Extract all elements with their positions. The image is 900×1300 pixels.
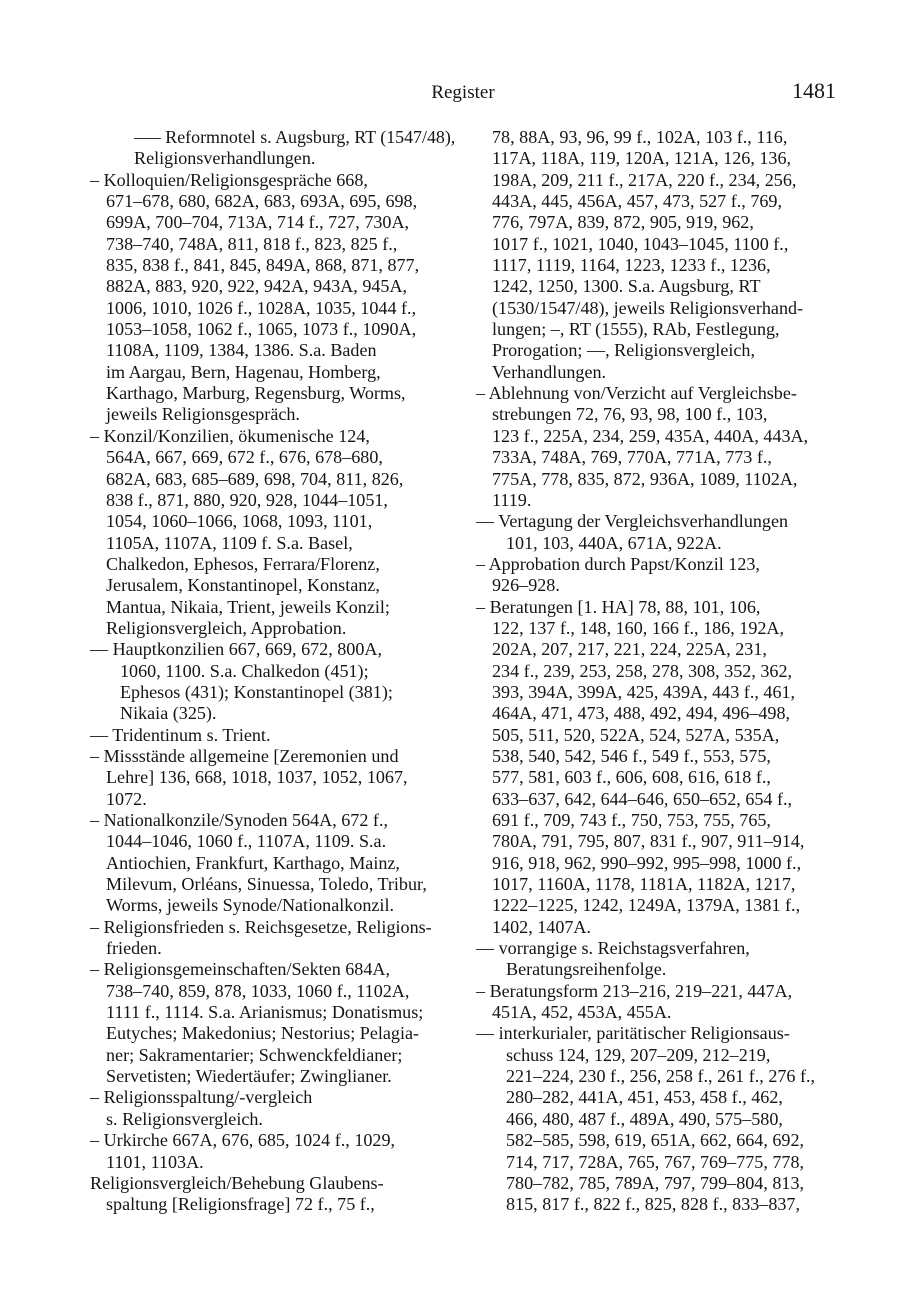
index-entry-line: im Aargau, Bern, Hagenau, Homberg, [106,361,381,382]
index-entry-line: 538, 540, 542, 546 f., 549 f., 553, 575, [492,745,771,766]
index-entry-line: Milevum, Orléans, Sinuessa, Toledo, Tribur, [106,874,427,895]
index-entry-line: Lehre] 136, 668, 1018, 1037, 1052, 1067, [106,767,408,788]
index-entry-line: 582–585, 598, 619, 651A, 662, 664, 692, [506,1130,805,1151]
index-entry-line: Religionsverhandlungen. [134,148,316,169]
index-entry-line: Prorogation; ––, Religionsvergleich, [492,340,755,361]
index-entry-line: – Approbation durch Papst/Konzil 123, [476,553,760,574]
index-entry-line: 1111 f., 1114. S.a. Arianismus; Donatismus; [106,1002,424,1023]
index-entry-line: –– Hauptkonzilien 667, 669, 672, 800A, [90,639,382,660]
index-entry-line: 198A, 209, 211 f., 217A, 220 f., 234, 256, [492,169,797,190]
index-entry-line: 1222–1225, 1242, 1249A, 1379A, 1381 f., [492,895,801,916]
index-entry-line: 682A, 683, 685–689, 698, 704, 811, 826, [106,468,404,489]
index-entry-line: 564A, 667, 669, 672 f., 676, 678–680, [106,447,383,468]
index-entry-line: (1530/1547/48), jeweils Religionsverhand- [492,297,804,318]
index-entry-line: –– interkurialer, paritätischer Religionsaus- [476,1023,790,1044]
index-entry-line: Verhandlungen. [492,361,607,382]
index-entry-line: 838 f., 871, 880, 920, 928, 1044–1051, [106,489,388,510]
index-entry-line: Nikaia (325). [120,703,217,724]
index-entry-line: 1044–1046, 1060 f., 1107A, 1109. S.a. [106,831,387,852]
index-entry-line: Worms, jeweils Synode/Nationalkonzil. [106,895,394,916]
index-entry-line: frieden. [106,938,162,959]
index-entry-line: 123 f., 225A, 234, 259, 435A, 440A, 443A, [492,425,809,446]
index-entry-line: s. Religionsvergleich. [106,1108,263,1129]
index-entry-line: jeweils Religionsgespräch. [106,404,300,425]
index-entry-line: 577, 581, 603 f., 606, 608, 616, 618 f., [492,767,771,788]
index-entry-line: ner; Sakramentarier; Schwenckfeldianer; [106,1044,403,1065]
index-entry-line: spaltung [Religionsfrage] 72 f., 75 f., [106,1194,375,1215]
index-entry-line: 1101, 1103A. [106,1151,204,1172]
index-entry-line: 1119. [492,489,532,510]
index-entry-line: Jerusalem, Konstantinopel, Konstanz, [106,575,380,596]
index-entry-line: 1105A, 1107A, 1109 f. S.a. Basel, [106,532,353,553]
index-entry-line: 1053–1058, 1062 f., 1065, 1073 f., 1090A, [106,319,417,340]
index-entry-line: 1054, 1060–1066, 1068, 1093, 1101, [106,511,373,532]
index-entry-line: 393, 394A, 399A, 425, 439A, 443 f., 461, [492,681,796,702]
index-entry-line: – Urkirche 667A, 676, 685, 1024 f., 1029, [90,1130,396,1151]
index-entry-line: 738–740, 859, 878, 1033, 1060 f., 1102A, [106,980,410,1001]
index-entry-line: 1060, 1100. S.a. Chalkedon (451); [120,660,369,681]
index-entry-line: Ephesos (431); Konstantinopel (381); [120,681,393,702]
index-entry-line: 1242, 1250, 1300. S.a. Augsburg, RT [492,276,761,297]
index-entry-line: 466, 480, 487 f., 489A, 490, 575–580, [506,1108,783,1129]
index-entry-line: 926–928. [492,575,560,596]
index-entry-line: – Kolloquien/Religionsgespräche 668, [90,169,368,190]
index-entry-line: 1017, 1160A, 1178, 1181A, 1182A, 1217, [492,874,796,895]
index-entry-line: 202A, 207, 217, 221, 224, 225A, 231, [492,639,767,660]
index-entry-line: 815, 817 f., 822 f., 825, 828 f., 833–837, [506,1194,801,1215]
index-entry-line: 1117, 1119, 1164, 1223, 1233 f., 1236, [492,255,771,276]
index-entry-line: ––– Reformnotel s. Augsburg, RT (1547/48), [134,127,456,147]
index-entry-line: 882A, 883, 920, 922, 942A, 943A, 945A, [106,276,408,297]
index-entry-line: Mantua, Nikaia, Trient, jeweils Konzil; [106,596,390,617]
index-entry-line: –– vorrangige s. Reichstagsverfahren, [476,938,750,959]
index-entry-line: 234 f., 239, 253, 258, 278, 308, 352, 362, [492,660,793,681]
index-entry-line: – Missstände allgemeine [Zeremonien und [90,745,399,766]
index-entry-line: 916, 918, 962, 990–992, 995–998, 1000 f., [492,852,802,873]
index-entry-line: 122, 137 f., 148, 160, 166 f., 186, 192A, [492,617,785,638]
index-entry-line: 1108A, 1109, 1384, 1386. S.a. Baden [106,340,377,361]
index-entry-line: 780–782, 785, 789A, 797, 799–804, 813, [506,1172,805,1193]
index-entry-line: – Ablehnung von/Verzicht auf Vergleichsbe- [476,383,797,404]
index-entry-line: Religionsvergleich, Approbation. [106,617,347,638]
index-entry-line: 835, 838 f., 841, 845, 849A, 868, 871, 877, [106,255,420,276]
index-entry-line: 780A, 791, 795, 807, 831 f., 907, 911–914, [492,831,805,852]
index-entry-line: Servetisten; Wiedertäufer; Zwinglianer. [106,1066,392,1087]
index-entry-line: Chalkedon, Ephesos, Ferrara/Florenz, [106,553,380,574]
index-entry-line: 443A, 445, 456A, 457, 473, 527 f., 769, [492,191,782,212]
index-entry-line: – Nationalkonzile/Synoden 564A, 672 f., [90,810,388,830]
index-entry-line: 101, 103, 440A, 671A, 922A. [506,532,722,553]
page-header [90,78,836,108]
index-entry-line: Beratungsreihenfolge. [506,959,667,980]
index-entry-line: 1402, 1407A. [492,916,592,937]
index-entry-line: – Konzil/Konzilien, ökumenische 124, [90,425,370,446]
index-entry-line: 117A, 118A, 119, 120A, 121A, 126, 136, [492,148,792,169]
index-entry-line: 714, 717, 728A, 765, 767, 769–775, 778, [506,1151,805,1172]
index-entry-line: 505, 511, 520, 522A, 524, 527A, 535A, [492,724,780,745]
index-entry-line: lungen; –, RT (1555), RAb, Festlegung, [492,319,780,340]
index-entry-line: 699A, 700–704, 713A, 714 f., 727, 730A, [106,212,410,233]
index-entry-line: 776, 797A, 839, 872, 905, 919, 962, [492,212,754,233]
index-entry-line: – Beratungsform 213–216, 219–221, 447A, [476,980,793,1001]
index-entry-line: 738–740, 748A, 811, 818 f., 823, 825 f., [106,233,398,254]
index-entry-line: –– Tridentinum s. Trient. [90,724,271,745]
index-entry-line: 1006, 1010, 1026 f., 1028A, 1035, 1044 f., [106,297,417,318]
index-entry-line: strebungen 72, 76, 93, 98, 100 f., 103, [492,404,768,425]
index-entry-line: Eutyches; Makedonius; Nestorius; Pelagia- [106,1023,420,1044]
index-entry-line: –– Vertagung der Vergleichsverhandlungen [476,511,789,532]
index-entry-line: 775A, 778, 835, 872, 936A, 1089, 1102A, [492,468,798,489]
index-entry-line: 671–678, 680, 682A, 683, 693A, 695, 698, [106,191,418,212]
index-entry-line: – Religionsgemeinschaften/Sekten 684A, [90,959,390,980]
index-entry-line: Antiochien, Frankfurt, Karthago, Mainz, [106,852,400,873]
index-column-left [90,127,458,1216]
index-entry-line: Religionsvergleich/Behebung Glaubens- [90,1172,384,1193]
index-entry-line: 451A, 452, 453A, 455A. [492,1002,672,1023]
running-title: Register [431,82,495,103]
index-entry-line: 633–637, 642, 644–646, 650–652, 654 f., [492,788,793,809]
index-entry-line: 1017 f., 1021, 1040, 1043–1045, 1100 f., [492,233,789,254]
index-entry-line: 464A, 471, 473, 488, 492, 494, 496–498, [492,703,791,724]
page-number: 1481 [792,78,836,103]
index-entry-line: schuss 124, 129, 207–209, 212–219, [506,1044,771,1065]
index-entry-line: 280–282, 441A, 451, 453, 458 f., 462, [506,1087,783,1108]
index-entry-line: Karthago, Marburg, Regensburg, Worms, [106,383,406,404]
index-entry-line: 78, 88A, 93, 96, 99 f., 102A, 103 f., 116, [492,127,788,147]
index-entry-line: 1072. [106,788,147,809]
index-entry-line: 733A, 748A, 769, 770A, 771A, 773 f., [492,447,772,468]
index-entry-line: 691 f., 709, 743 f., 750, 753, 755, 765, [492,810,771,830]
index-entry-line: – Religionsspaltung/-vergleich [90,1087,313,1108]
index-entry-line: – Religionsfrieden s. Reichsgesetze, Religions- [90,916,432,937]
index-entry-line: 221–224, 230 f., 256, 258 f., 261 f., 276 f., [506,1066,816,1087]
index-column-right [476,127,846,1216]
index-entry-line: – Beratungen [1. HA] 78, 88, 101, 106, [476,596,761,617]
